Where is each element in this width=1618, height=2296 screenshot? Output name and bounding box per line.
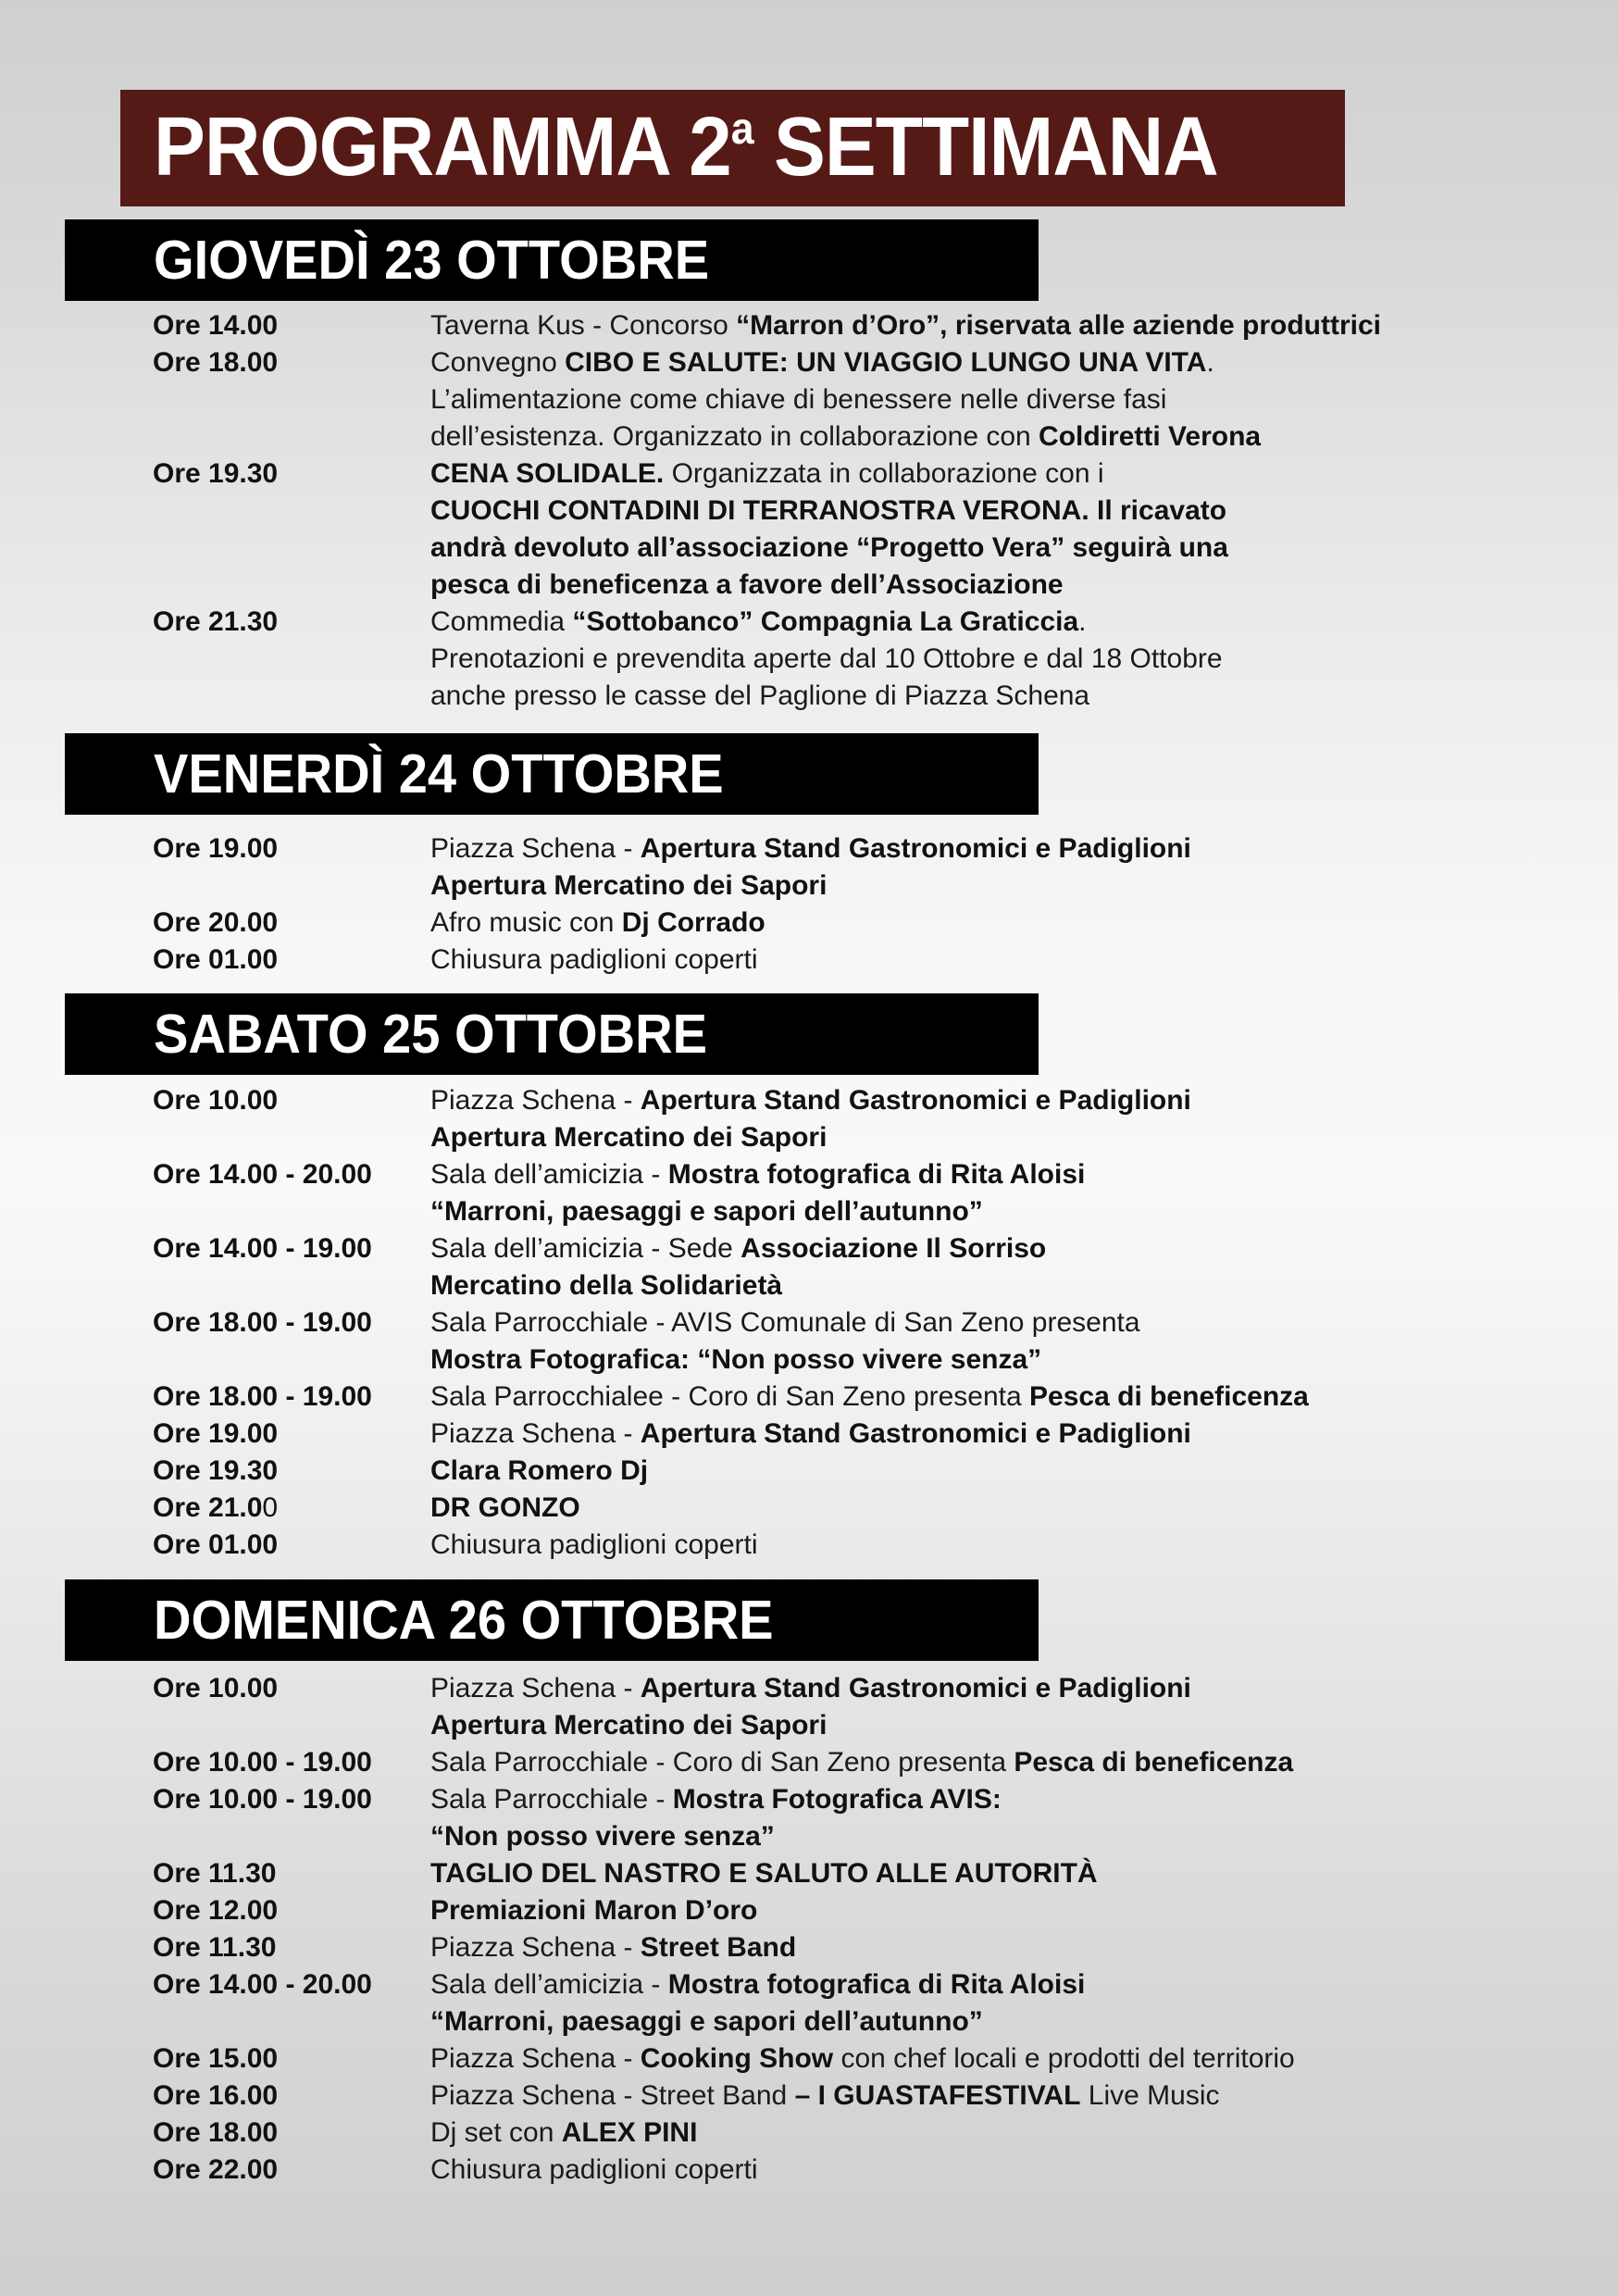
event-description <box>430 418 1261 455</box>
event-highlight: Dj Corrado <box>621 907 765 938</box>
schedule-venerdi <box>153 830 1541 979</box>
event-text: Chiusura padiglioni coperti <box>430 2154 758 2185</box>
event-description <box>430 1855 1098 1892</box>
event-description <box>430 2152 758 2189</box>
schedule-row <box>153 1379 1541 1416</box>
event-text: Prenotazioni e prevendita aperte dal 10 Ottobre e dal 18 Ottobre <box>430 643 1223 674</box>
schedule-row <box>153 1744 1541 1781</box>
event-highlight: Street Band <box>640 1932 797 1963</box>
event-highlight: Apertura Stand Gastronomici e Padiglioni <box>640 833 1191 864</box>
event-description <box>430 1818 775 1855</box>
programme-title-banner <box>120 90 1345 206</box>
event-time: Ore 01.00 <box>153 1529 279 1560</box>
schedule-row <box>153 493 1541 530</box>
event-description <box>430 2115 697 2152</box>
schedule-giovedi <box>153 307 1541 715</box>
day-header-domenica <box>65 1579 1039 1661</box>
day-title: DOMENICA 26 OTTOBRE <box>154 1590 774 1651</box>
schedule-sabato <box>153 1082 1541 1564</box>
event-highlight: DR GONZO <box>430 1492 580 1523</box>
event-highlight: andrà devoluto all’associazione “Progetto Vera” seguirà una <box>430 532 1228 563</box>
event-description <box>430 1193 983 1230</box>
event-description <box>430 1892 757 1929</box>
event-time: Ore 10.00 - 19.00 <box>153 1747 372 1778</box>
event-time: Ore 14.00 - 19.00 <box>153 1233 372 1264</box>
schedule-row <box>153 381 1541 418</box>
schedule-row <box>153 1527 1541 1564</box>
day-title: VENERDÌ 24 OTTOBRE <box>154 743 724 805</box>
event-time: Ore 14.00 - 20.00 <box>153 1969 372 2000</box>
day-header-giovedi <box>65 219 1039 301</box>
event-text: L’alimentazione come chiave di benessere nelle diverse fasi <box>430 384 1167 415</box>
event-time: Ore 14.00 <box>153 310 279 341</box>
event-time: Ore 16.00 <box>153 2080 279 2111</box>
event-description <box>430 1341 1041 1379</box>
schedule-row <box>153 641 1541 678</box>
event-highlight: – I GUASTAFESTIVAL <box>794 2080 1081 2111</box>
event-description <box>430 604 1087 641</box>
schedule-row <box>153 1193 1541 1230</box>
schedule-row <box>153 1267 1541 1304</box>
event-text: Commedia <box>430 606 573 637</box>
event-text: Taverna Kus - Concorso <box>430 310 737 341</box>
event-text: Sala Parrocchiale - <box>430 1784 673 1815</box>
event-time: Ore 18.00 <box>153 347 279 378</box>
event-time-main: Ore 21.0 <box>153 1492 263 1523</box>
schedule-row <box>153 1818 1541 1855</box>
event-highlight: Premiazioni Maron D’oro <box>430 1895 758 1926</box>
event-highlight: Cooking Show <box>640 2043 834 2074</box>
schedule-row <box>153 2078 1541 2115</box>
schedule-row <box>153 567 1541 604</box>
schedule-row <box>153 1156 1541 1193</box>
event-highlight: Pesca di beneficenza <box>1029 1381 1309 1412</box>
schedule-row <box>153 2152 1541 2189</box>
event-highlight: Apertura Mercatino dei Sapori <box>430 1122 828 1153</box>
event-description <box>430 1230 1046 1267</box>
event-description <box>430 2003 983 2040</box>
schedule-row <box>153 1490 1541 1527</box>
event-highlight: “Sottobanco” Compagnia La Graticcia <box>572 606 1079 637</box>
day-header-sabato <box>65 993 1039 1075</box>
event-text: dell’esistenza. Organizzato in collaborazione con <box>430 421 1039 452</box>
event-description <box>430 530 1228 567</box>
schedule-row <box>153 604 1541 641</box>
event-description <box>430 1781 1002 1818</box>
schedule-row <box>153 1781 1541 1818</box>
event-description <box>430 344 1214 381</box>
event-highlight: pesca di beneficenza a favore dell’Associazione <box>430 569 1064 600</box>
schedule-row <box>153 455 1541 493</box>
event-time: Ore 20.00 <box>153 907 279 938</box>
event-description <box>430 1527 758 1564</box>
event-time: Ore 11.30 <box>153 1858 277 1889</box>
event-text: Sala dell’amicizia - Sede <box>430 1233 741 1264</box>
event-highlight: Mostra fotografica di Rita Aloisi <box>667 1159 1086 1190</box>
event-description <box>430 1966 1085 2003</box>
event-highlight: TAGLIO DEL NASTRO E SALUTO ALLE AUTORITÀ <box>430 1858 1098 1889</box>
schedule-row <box>153 867 1541 905</box>
event-description <box>430 2078 1220 2115</box>
event-highlight: CIBO E SALUTE: UN VIAGGIO LUNGO UNA VITA <box>565 347 1207 378</box>
event-time: Ore 14.00 - 20.00 <box>153 1159 372 1190</box>
event-description <box>430 678 1089 715</box>
event-highlight: Associazione Il Sorriso <box>741 1233 1047 1264</box>
schedule-row <box>153 1304 1541 1341</box>
event-text: Convegno <box>430 347 566 378</box>
schedule-row <box>153 344 1541 381</box>
event-highlight: Mostra Fotografica: “Non posso vivere senza” <box>430 1344 1042 1375</box>
event-time: Ore 12.00 <box>153 1895 279 1926</box>
event-highlight: Apertura Mercatino dei Sapori <box>430 1710 828 1741</box>
event-description <box>430 1379 1309 1416</box>
schedule-row <box>153 1341 1541 1379</box>
event-time: Ore 18.00 - 19.00 <box>153 1381 372 1412</box>
event-description <box>430 1082 1191 1119</box>
schedule-domenica <box>153 1670 1541 2189</box>
event-highlight: Coldiretti Verona <box>1039 421 1262 452</box>
schedule-row <box>153 830 1541 867</box>
event-description <box>430 1267 782 1304</box>
event-highlight: Mostra Fotografica AVIS: <box>672 1784 1002 1815</box>
event-highlight: “Marron d’Oro”, riservata alle aziende produttrici <box>736 310 1381 341</box>
schedule-row <box>153 1082 1541 1119</box>
event-text: Piazza Schena - <box>430 1673 641 1703</box>
event-time: Ore 10.00 <box>153 1085 279 1116</box>
event-description <box>430 455 1104 493</box>
schedule-row <box>153 942 1541 979</box>
event-highlight: “Marroni, paesaggi e sapori dell’autunno” <box>430 1196 983 1227</box>
event-highlight: CENA SOLIDALE. <box>430 458 665 489</box>
event-description <box>430 1453 648 1490</box>
schedule-row <box>153 1892 1541 1929</box>
event-description <box>430 1707 827 1744</box>
event-text: Sala dell’amicizia - <box>430 1159 668 1190</box>
event-description <box>430 830 1191 867</box>
event-time: Ore 11.30 <box>153 1932 277 1963</box>
event-text: Organizzata in collaborazione con i <box>664 458 1104 489</box>
event-time: Ore 18.00 <box>153 2117 279 2148</box>
schedule-row <box>153 678 1541 715</box>
event-highlight: Mercatino della Solidarietà <box>430 1270 783 1301</box>
day-title: GIOVEDÌ 23 OTTOBRE <box>154 230 710 291</box>
event-text: Live Music <box>1080 2080 1220 2111</box>
schedule-row <box>153 1230 1541 1267</box>
event-text: Piazza Schena - <box>430 2043 641 2074</box>
event-description <box>430 641 1223 678</box>
event-text: Afro music con <box>430 907 622 938</box>
event-highlight: Apertura Stand Gastronomici e Padiglioni <box>640 1673 1191 1703</box>
event-time: Ore 19.30 <box>153 458 279 489</box>
event-description <box>430 867 827 905</box>
event-time: Ore 01.00 <box>153 944 279 975</box>
schedule-row <box>153 418 1541 455</box>
event-text: Chiusura padiglioni coperti <box>430 944 758 975</box>
schedule-row <box>153 307 1541 344</box>
event-time: Ore 15.00 <box>153 2043 279 2074</box>
event-text: . <box>1206 347 1214 378</box>
schedule-row <box>153 1416 1541 1453</box>
title-suffix: SETTIMANA <box>753 101 1218 193</box>
event-highlight: “Marroni, paesaggi e sapori dell’autunno” <box>430 2006 983 2037</box>
event-time: Ore 10.00 - 19.00 <box>153 1784 372 1815</box>
event-description <box>430 1156 1085 1193</box>
schedule-row <box>153 1929 1541 1966</box>
title-ordinal: a <box>730 105 753 154</box>
event-description <box>430 493 1226 530</box>
event-text: Sala Parrocchiale - Coro di San Zeno presenta <box>430 1747 1014 1778</box>
schedule-row <box>153 1453 1541 1490</box>
event-text: Sala dell’amicizia - <box>430 1969 668 2000</box>
event-time: Ore 18.00 - 19.00 <box>153 1307 372 1338</box>
event-highlight: Apertura Mercatino dei Sapori <box>430 870 828 901</box>
event-text: con chef locali e prodotti del territorio <box>833 2043 1295 2074</box>
event-time <box>153 1490 278 1527</box>
event-time: Ore 19.30 <box>153 1455 279 1486</box>
event-description <box>430 905 765 942</box>
schedule-row <box>153 530 1541 567</box>
event-description <box>430 2040 1295 2078</box>
event-text: Piazza Schena - <box>430 833 641 864</box>
event-time: Ore 22.00 <box>153 2154 279 2185</box>
event-description <box>430 1119 827 1156</box>
event-time-tail: 0 <box>262 1492 279 1523</box>
event-highlight: Clara Romero Dj <box>430 1455 649 1486</box>
event-text: Piazza Schena - <box>430 1085 641 1116</box>
event-text: Sala Parrocchialee - Coro di San Zeno presenta <box>430 1381 1030 1412</box>
event-description <box>430 1929 796 1966</box>
event-text: Dj set con <box>430 2117 562 2148</box>
event-description <box>430 1744 1293 1781</box>
event-text: Piazza Schena - <box>430 1932 641 1963</box>
event-highlight: Apertura Stand Gastronomici e Padiglioni <box>640 1085 1191 1116</box>
event-text: Chiusura padiglioni coperti <box>430 1529 758 1560</box>
title-prefix: PROGRAMMA 2 <box>154 101 731 193</box>
event-time: Ore 10.00 <box>153 1673 279 1703</box>
event-text: anche presso le casse del Paglione di Piazza Schena <box>430 680 1090 711</box>
schedule-row <box>153 1966 1541 2003</box>
schedule-row <box>153 1119 1541 1156</box>
event-description <box>430 381 1166 418</box>
event-description <box>430 1416 1191 1453</box>
event-highlight: CUOCHI CONTADINI DI TERRANOSTRA VERONA. Il ricavato <box>430 495 1227 526</box>
schedule-row <box>153 2040 1541 2078</box>
event-description <box>430 1670 1191 1707</box>
event-highlight: ALEX PINI <box>561 2117 698 2148</box>
event-text: Piazza Schena - <box>430 1418 641 1449</box>
schedule-row <box>153 1855 1541 1892</box>
schedule-row <box>153 1670 1541 1707</box>
schedule-row <box>153 905 1541 942</box>
event-description <box>430 1490 580 1527</box>
schedule-row <box>153 1707 1541 1744</box>
day-title: SABATO 25 OTTOBRE <box>154 1004 707 1065</box>
day-header-venerdi <box>65 733 1039 815</box>
event-time: Ore 19.00 <box>153 833 279 864</box>
event-highlight: “Non posso vivere senza” <box>430 1821 775 1852</box>
event-highlight: Mostra fotografica di Rita Aloisi <box>667 1969 1086 2000</box>
event-text: Piazza Schena - Street Band <box>430 2080 795 2111</box>
event-description <box>430 307 1381 344</box>
schedule-row <box>153 2115 1541 2152</box>
event-description <box>430 1304 1140 1341</box>
event-description <box>430 942 758 979</box>
programme-title <box>154 101 1218 193</box>
schedule-row <box>153 2003 1541 2040</box>
event-highlight: Apertura Stand Gastronomici e Padiglioni <box>640 1418 1191 1449</box>
event-time: Ore 21.30 <box>153 606 279 637</box>
event-text: Sala Parrocchiale - AVIS Comunale di San Zeno presenta <box>430 1307 1140 1338</box>
event-text: . <box>1078 606 1087 637</box>
event-highlight: Pesca di beneficenza <box>1014 1747 1294 1778</box>
event-time: Ore 19.00 <box>153 1418 279 1449</box>
event-description <box>430 567 1064 604</box>
